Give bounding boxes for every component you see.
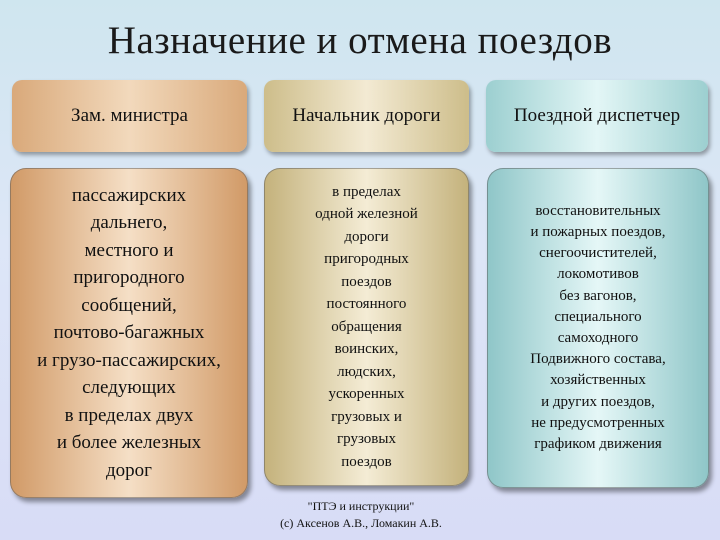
- header-train-dispatcher: [486, 80, 708, 152]
- header-railway-chief-label: Начальник дороги: [292, 105, 441, 126]
- header-train-dispatcher-label: Поездной диспетчер: [513, 105, 681, 126]
- header-railway-chief: [264, 80, 469, 152]
- source-credits: "ПТЭ и инструкции" (с) Аксенов А.В., Ломакин А.В.: [280, 499, 442, 530]
- slide-title: Назначение и отмена поездов: [107, 19, 613, 62]
- railway-chief-scope-text: в пределах одной железной дороги пригородных поездов постоянного обращения воинских, людских, ускоренных грузовых и грузовых поездов: [315, 183, 418, 470]
- header-deputy-minister-label: Зам. министра: [71, 105, 188, 126]
- train-dispatcher-scope-text: восстановительных и пожарных поездов, снегоочистителей, локомотивов без вагонов, специального самоходного Подвижного состава, хозяйственных и других поездов, не предусмотренных графиком движения: [530, 202, 666, 453]
- railway-chief-scope-box: [264, 168, 469, 486]
- header-deputy-minister: [12, 80, 247, 152]
- deputy-minister-scope-text: пассажирских дальнего, местного и пригородного сообщений, почтово-багажных и грузо-пассажирских, следующих в пределах двух и более железных дорог: [37, 184, 221, 481]
- train-dispatcher-scope-box: [487, 168, 709, 488]
- deputy-minister-scope-box: [10, 168, 248, 498]
